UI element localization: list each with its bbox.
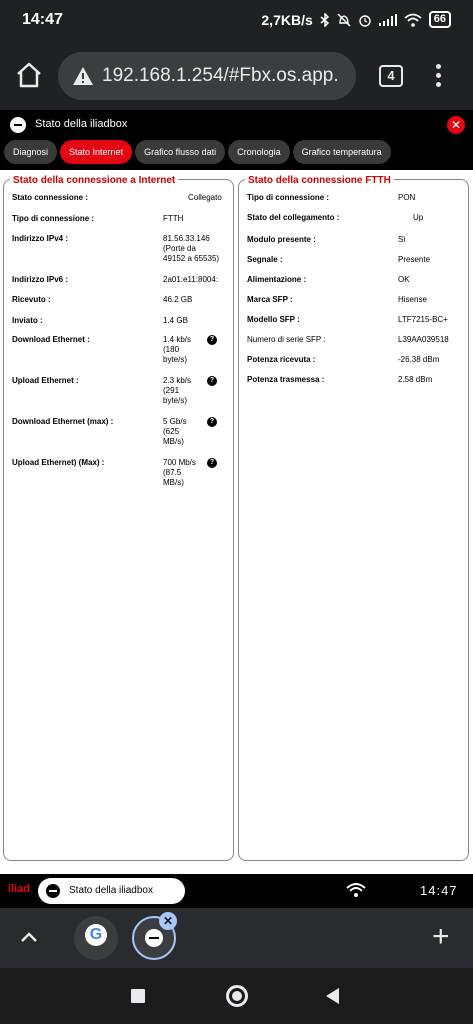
row-label: Tipo di connessione : bbox=[247, 193, 330, 202]
home-button[interactable] bbox=[226, 985, 248, 1007]
tab-diagnosi[interactable]: Diagnosi bbox=[4, 140, 57, 164]
row-value: 5 Gb/s (625 MB/s) bbox=[163, 417, 187, 446]
back-button[interactable] bbox=[326, 988, 339, 1004]
row-label: Potenza trasmessa : bbox=[247, 375, 325, 384]
pwa-bar bbox=[0, 874, 473, 908]
row-value: 2.58 dBm bbox=[398, 375, 433, 384]
row-label: Indirizzo IPv6 : bbox=[12, 275, 69, 284]
bluetooth-icon bbox=[320, 13, 330, 27]
mute-icon bbox=[337, 13, 351, 27]
help-icon[interactable]: ? bbox=[207, 458, 217, 468]
help-icon[interactable]: ? bbox=[207, 376, 217, 386]
browser-toolbar bbox=[0, 42, 473, 110]
tab-switcher bbox=[0, 908, 473, 968]
row-label: Stato connessione : bbox=[12, 193, 89, 202]
row-label: Modello SFP : bbox=[247, 315, 300, 324]
android-nav-bar bbox=[0, 968, 473, 1024]
panel-title: Stato della connessione a Internet bbox=[10, 175, 178, 186]
tab-count-button[interactable]: 4 bbox=[379, 65, 403, 87]
iliadbox-logo bbox=[10, 117, 26, 133]
recents-button[interactable] bbox=[131, 989, 145, 1003]
row-label: Alimentazione : bbox=[247, 275, 307, 284]
row-value: 2.3 kb/s (291 byte/s) bbox=[163, 376, 192, 405]
pwa-title: Stato della iliadbox bbox=[69, 885, 153, 896]
url-text: 192.168.1.254/#Fbx.os.app. bbox=[102, 65, 339, 86]
row-value: 2a01:e11:8004: bbox=[163, 275, 219, 284]
row-label: Tipo di connessione : bbox=[12, 214, 95, 223]
wifi-icon bbox=[404, 13, 422, 27]
tab-grafico-temperatura[interactable]: Grafico temperatura bbox=[293, 140, 391, 164]
row-value: 700 Mb/s (87.5 MB/s) bbox=[163, 458, 196, 487]
new-tab-button[interactable]: + bbox=[432, 920, 450, 953]
warning-icon bbox=[72, 66, 94, 86]
row-value: Presente bbox=[398, 255, 431, 264]
help-icon[interactable]: ? bbox=[207, 335, 217, 345]
iliadbox-logo bbox=[145, 929, 163, 947]
tabs-row bbox=[0, 140, 473, 170]
status-time: 14:47 bbox=[22, 11, 63, 28]
row-value: FTTH bbox=[163, 214, 184, 223]
help-icon[interactable]: ? bbox=[207, 417, 217, 427]
internet-status-panel bbox=[3, 175, 234, 861]
row-value: 81.56.33.146 (Porte da 49152 a 65535) bbox=[163, 234, 220, 263]
row-value: 1.4 kb/s (180 byte/s) bbox=[163, 335, 192, 364]
iliad-logo: iliad bbox=[8, 883, 31, 895]
google-tab-button[interactable] bbox=[74, 916, 118, 960]
alarm-icon bbox=[358, 13, 372, 27]
google-icon: G bbox=[85, 924, 107, 946]
row-value: Collegato bbox=[188, 193, 222, 202]
row-value: LTF7215-BC+ bbox=[398, 315, 448, 324]
iliadbox-logo bbox=[46, 884, 60, 898]
signal-icon bbox=[379, 14, 397, 26]
row-value: OK bbox=[398, 275, 410, 284]
close-tab-icon[interactable]: ✕ bbox=[159, 912, 177, 930]
ftth-status-panel bbox=[238, 175, 469, 861]
row-label: Ricevuto : bbox=[12, 295, 51, 304]
menu-dots-icon[interactable] bbox=[432, 62, 444, 90]
row-value: Sì bbox=[398, 235, 406, 244]
app-header bbox=[0, 110, 473, 140]
close-button[interactable]: ✕ bbox=[447, 116, 465, 134]
battery-indicator: 66 bbox=[429, 11, 451, 28]
row-label: Numero di serie SFP : bbox=[247, 335, 326, 344]
row-label: Inviato : bbox=[12, 316, 43, 325]
chevron-up-icon[interactable] bbox=[20, 930, 38, 944]
row-value: -26.38 dBm bbox=[398, 355, 440, 364]
row-value: Up bbox=[413, 213, 424, 222]
row-label: Upload Ethernet) (Max) : bbox=[12, 458, 105, 467]
home-icon[interactable] bbox=[14, 60, 44, 90]
row-label: Upload Ethernet : bbox=[12, 376, 79, 385]
pwa-title-pill[interactable] bbox=[38, 878, 185, 904]
row-label: Download Ethernet (max) : bbox=[12, 417, 114, 426]
status-bar bbox=[0, 0, 473, 42]
row-value: PON bbox=[398, 193, 416, 202]
tab-cronologia[interactable]: Cronologia bbox=[228, 140, 290, 164]
tab-stato-internet[interactable]: Stato Internet bbox=[60, 140, 132, 164]
main-content bbox=[0, 170, 473, 874]
tab-grafico-flusso-dati[interactable]: Grafico flusso dati bbox=[135, 140, 225, 164]
row-value: Hisense bbox=[398, 295, 427, 304]
row-label: Indirizzo IPv4 : bbox=[12, 234, 69, 243]
row-label: Modulo presente : bbox=[247, 235, 316, 244]
app-title: Stato della iliadbox bbox=[35, 118, 128, 130]
row-value: 46.2 GB bbox=[163, 295, 193, 304]
row-value: 1.4 GB bbox=[163, 316, 188, 325]
pwa-time: 14:47 bbox=[420, 883, 458, 898]
row-label: Segnale : bbox=[247, 255, 283, 264]
network-speed: 2,7KB/s bbox=[261, 11, 313, 28]
row-label: Download Ethernet : bbox=[12, 335, 90, 344]
wifi-icon bbox=[346, 882, 366, 898]
url-field[interactable] bbox=[58, 52, 356, 100]
row-label: Potenza ricevuta : bbox=[247, 355, 316, 364]
row-label: Marca SFP : bbox=[247, 295, 293, 304]
row-value: L39AA039518 bbox=[398, 335, 449, 344]
panel-title: Stato della connessione FTTH bbox=[245, 175, 394, 186]
row-label: Stato del collegamento : bbox=[247, 213, 340, 222]
status-icons bbox=[261, 11, 451, 28]
